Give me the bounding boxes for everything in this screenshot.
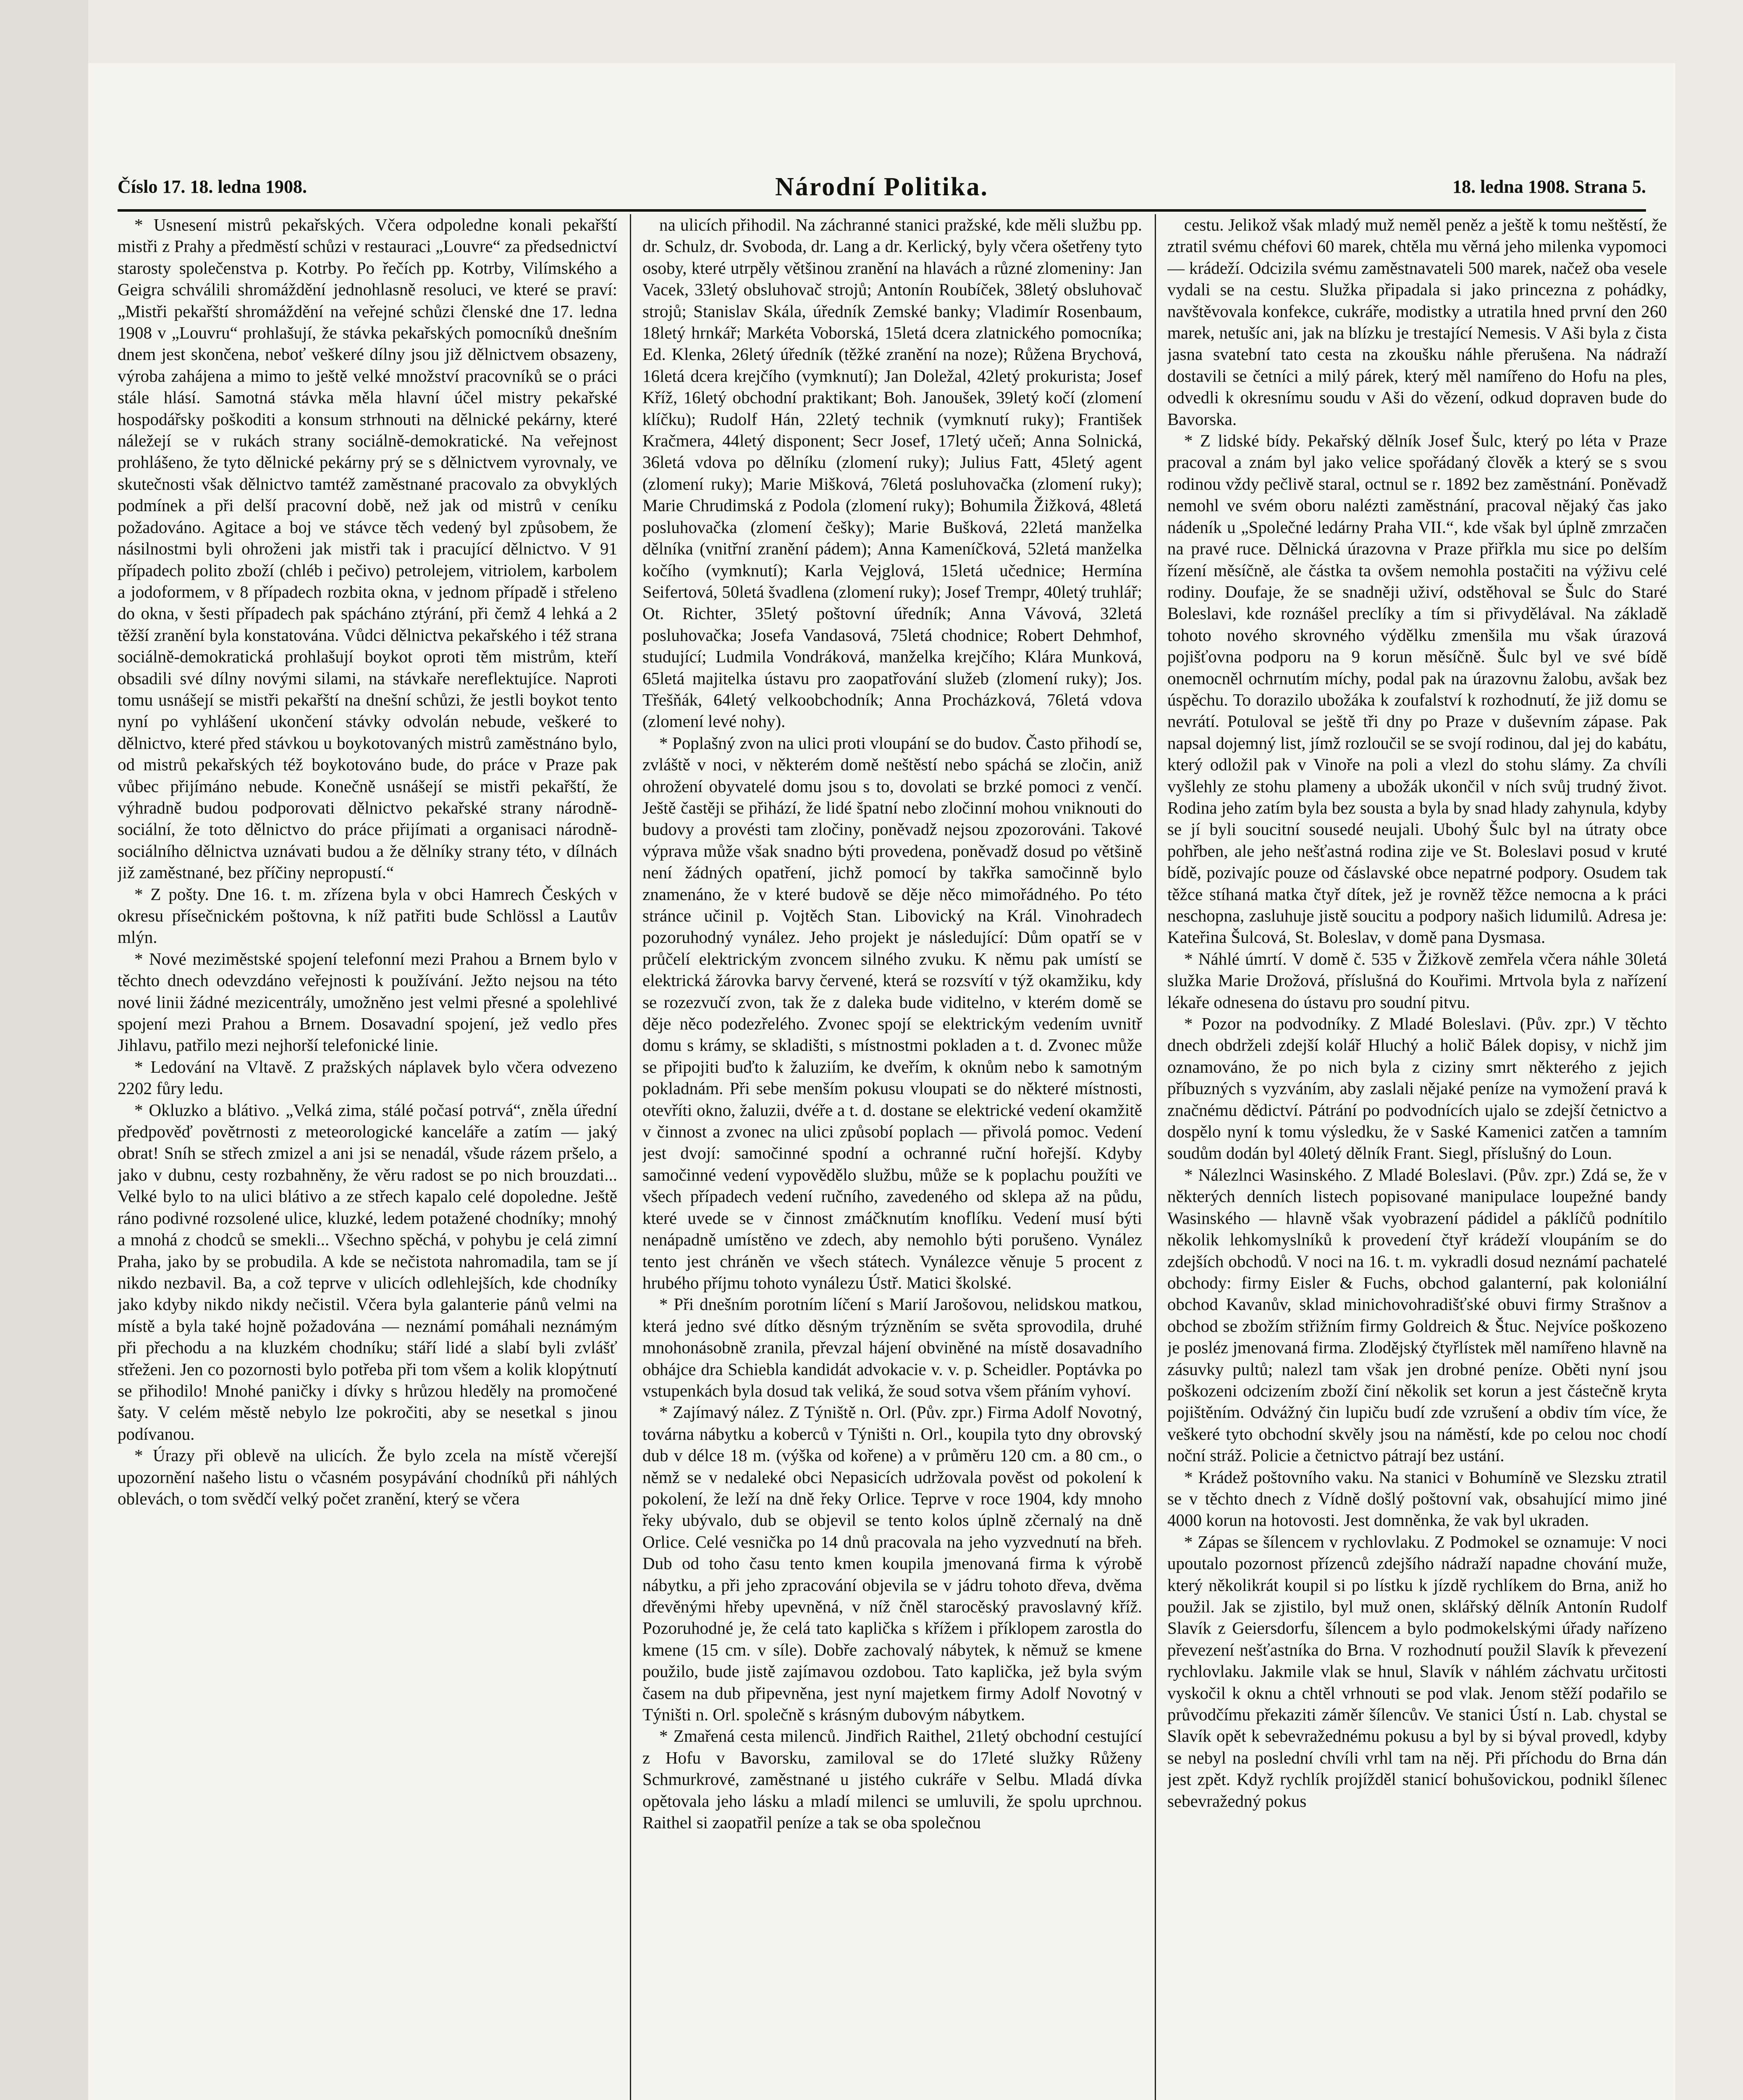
article-paragraph: * Pozor na podvodníky. Z Mladé Boleslavi. (Pův. zpr.) V těchto dnech obdrželi zdejší kolář Hluchý a holič Bálek dopisy, v nichž jim oznamováno, že po nich byla z ciziny smrt některého z jejich příbuzných s vyzváním, aby zaslali nějaké peníze na vymožení pravá k značnému dědictví. Pátrání po podvodnících ujalo se zdejší četnictvo a dospělo nyní k tomu výsledku, že v Saské Kamenici zatčen a tamním soudům dodán byl 40letý dělník Frant. Siegl, příslušný do Loun.	[1167, 1014, 1667, 1163]
article-paragraph: * Poplašný zvon na ulici proti vloupání se do budov. Často přihodí se, zvláště v noci, v některém domě neštěstí nebo spáchá se zločin, aniž ohrožení obyvatelé domu jsou s to, dovolati se brzké pomoci z venčí. Ještě častěji se přihází, že lidé špatní nebo zločinní mohou vniknouti do budovy a provésti tam zločiny, poněvadž nejsou zpozorováni. Takové výprava může však snadno býti provedena, poněvadž dosud po většině není žádných opatření, jichž pomocí by takřka samočinně bylo znamenáno, že v které budově se děje něco mimořádného. Po této stránce učinil p. Vojtěch Stan. Libovický na Král. Vinohradech pozoruhodný vynález. Jeho projekt je následující: Dům opatří se v průčelí elektrickým zvoncem silného zvuku. K němu pak umístí se elektrická žárovka barvy červené, která se rozsvítí v týž okamžiku, kdy se rozezvučí zvon, tak že z daleka bude viditelno, v kterém domě se děje něco podezřelého. Zvonec spojí se elektrickým vedením uvnitř domu s krámy, se skladišti, s místnostmi pokladen a t. d. Zvonec může se připojiti buďto k žaluziím, ke dveřím, k oknům nebo k samotným pokladnám. Při sebe menším pokusu vloupati se do některé místnosti, otevříti okno, žaluzii, dvéře a t. d. dostane se elektrické vedení okamžitě v činnost a zvonec na ulici způsobí poplach — přivolá pomoc. Vedení jest dvojí: samočinné spodní a ochranné ruční hořejší. Kdyby samočinné vedení vypovědělo službu, může se k poplachu použíti ve všech případech vedení ručního, zavedeného od sklepa až na půdu, které uvede se v činnost zmáčknutím knoflíku. Vedení musí býti nenápadně umístěno ve zdech, aby nemohlo býti porušeno. Vynález tento jest chráněn ve všech státech. Vynálezce věnuje 5 procent z hrubého příjmu tohoto vynálezu Ústř. Matici školské.	[642, 733, 1142, 1292]
article-paragraph: * Úrazy při oblevě na ulicích. Že bylo zcela na místě včerejší upozornění našeho listu o včasném posypávání chodníků při náhlých oblevách, o tom svědčí velký počet zranění, který se včera	[118, 1446, 617, 1508]
column-divider	[630, 214, 631, 2100]
newspaper-title: Národní Politika.	[775, 173, 989, 201]
column-2	[642, 214, 1142, 2100]
column-3	[1167, 214, 1667, 2100]
issue-number: Číslo 17. 18. ledna 1908.	[118, 176, 307, 197]
article-paragraph: * Usnesení mistrů pekařských. Včera odpoledne konali pekařští mistři z Prahy a předměstí schůzi v restauraci „Louvre“ za předsednictví starosty společenstva p. Kotrby. Po řečích pp. Kotrby, Vilímského a Geigra schválili shromáždění jednohlasně resoluci, ve které se praví: „Mistři pekařští shromáždění na veřejné schůzi členské dne 17. ledna 1908 v „Louvru“ prohlašují, že stávka pekařských pomocníků dnešním dnem jest skončena, neboť veškeré dílny jsou již dělnictvem obsazeny, výroba zahájena a mimo to ještě velké množství pracovníků se o práci stále hlásí. Samotná stávka měla hlavní účel mistry pekařské hospodářsky poškoditi a konsum strhnouti na dělnické pekárny, které náležejí se v rukách strany sociálně-demokratické. Na veřejnost prohlášeno, že tyto dělnické pekárny prý se s dělnictvem vyrovnaly, ve skutečnosti však dělnictvo tamtéž zaměstnané pracovalo za obvyklých podmínek a při delší pracovní době, než jak od mistrů v ceníku požadováno. Agitace a boj ve stávce těch vedený byl způsobem, že násilnostmi byli ohroženi jak mistři tak i pracující dělnictvo. V 91 případech polito zboží (chléb i pečivo) petrolejem, vitriolem, karbolem a jodoformem, v 8 případech rozbita okna, v jednom případě i střeleno do okna, v šesti případech pak spácháno ztýrání, při čemž 4 lehká a 2 těžší zranění byla konstatována. Vůdci dělnictva pekařského i též strana sociálně-demokratická prohlašují boykot oproti těm mistrům, kteří obsadili své dílny novými silami, na stávkaře nereflektujíce. Naproti tomu usnášejí se mistři pekařští na dnešní schůzi, že jestli boykot tento nyní po vyhlášení ukončení stávky odvolán nebude, veškeré to dělnictvo, které před stávkou u boykotovaných mistrů zaměstnáno bylo, od mistrů pekařských též boykotováno bude, do práce v Praze pak vůbec přijímáno nebude. Konečně usnášejí se mistři pekařští, že výhradně budou podporovati dělnictvo pekařské strany národně-sociální, že toto dělnictvo do práce přijímati a organisaci národně-sociálního dělnictva uznávati budou a že dělníky strany této, v dílnách již zaměstnané, bez příčiny nepropustí.“	[118, 215, 617, 882]
newspaper-page	[88, 63, 1675, 2100]
article-columns	[118, 214, 1667, 2100]
column-1	[118, 214, 617, 2100]
article-paragraph: * Nové meziměstské spojení telefonní mezi Prahou a Brnem bylo v těchto dnech odevzdáno veřejnosti k používání. Ježto nejsou na této nové linii žádné mezicentrály, umožněno jest velmi přesné a spolehlivé spojení mezi Prahou a Brnem. Dosavadní spojení, jež vedlo přes Jihlavu, patřilo mezi nejhorší telefonické linie.	[118, 949, 617, 1055]
header-rule	[118, 209, 1646, 212]
article-paragraph: * Z pošty. Dne 16. t. m. zřízena byla v obci Hamrech Českých v okresu přísečnickém poštovna, k níž patřiti bude Schlössl a Lautův mlýn.	[118, 884, 617, 947]
scan-margin-left	[0, 0, 88, 2100]
column-divider	[1155, 214, 1156, 2100]
date-and-page: 18. ledna 1908. Strana 5.	[1452, 176, 1646, 197]
article-paragraph: * Při dnešním porotním líčení s Marií Jarošovou, nelidskou matkou, která jedno své dítko děsným trýzněním se světa sprovodila, druhé mnohonásobně zranila, převzal hájení obviněné na místě dosavadního obhájce dra Schiebla kandidát advokacie v. v. p. Scheidler. Poptávka po vstupenkách byla dosud tak veliká, že soud sotva všem přáním vyhoví.	[642, 1294, 1142, 1400]
article-paragraph: * Ledování na Vltavě. Z pražských náplavek bylo včera odvezeno 2202 fůry ledu.	[118, 1057, 617, 1098]
article-paragraph: * Nálezlnci Wasinského. Z Mladé Boleslavi. (Pův. zpr.) Zdá se, že v některých denních listech popisované manipulace loupežné bandy Wasinského — hlavně však vyobrazení pádidel a páklíčů podnítilo několik lehkomyslníků k provedení čtyř krádeží vloupáním se do zdejších obchodů. V noci na 16. t. m. vykradli dosud neznámí pachatelé obchody: firmy Eisler & Fuchs, obchod galanterní, pak koloniální obchod Kavanův, sklad minichovohradišťské obuvi firmy Strašnov a obchod se zbožím střižním firmy Goldreich & Štuc. Nejvíce poškozeno je posléz jmenovaná firma. Zlodějský čtyřlístek měl namířeno hlavně na zásuvky pultů; nalezl tam však jen drobné peníze. Oběti nyní jsou poškozeni odcizením zboží činí několik set korun a jest částečně kryta pojištěním. Odvážný čin lupiču budí zde vzrušení a obdiv tím více, že veškeré tyto obchodní skvěly jsou na náměstí, kde po celou noc chodí noční stráž. Policie a četnictvo pátrají bez ustání.	[1167, 1165, 1667, 1465]
page-header	[118, 166, 1646, 208]
article-paragraph: * Z lidské bídy. Pekařský dělník Josef Šulc, který po léta v Praze pracoval a znám byl jako velice spořádaný člověk a který se s svou rodinou vždy pečlivě staral, octnul se r. 1892 bez zaměstnání. Poněvadž nemohl ve svém oboru nalézti zaměstnání, pracoval nějaký čas jako nádeník u „Společné ledárny Praha VII.“, kde však byl úplně zmrzačen na pravé ruce. Dělnická úrazovna v Praze přiřkla mu sice po delším řízení měsíčně, ale částka ta ovšem nemohla postačiti na výživu celé rodiny. Doufaje, že se snadněji uživí, odstěhoval se Šulc do Staré Boleslavi, kde roznášel preclíky a tím si přivydělával. Na základě tohoto nového skrovného výdělku zmenšila mu však úrazová pojišťovna podporu na 9 korun měsíčně. Šulc byl ve své bídě onemocněl ochrnutím míchy, podal pak na úrazovnu žalobu, avšak bez úspěchu. To dorazilo ubožáka k zoufalství k rozhodnutí, že již domu se nevrátí. Potuloval se ještě tři dny po Praze v duševním zápase. Pak napsal dojemný list, jímž rozloučil se se svojí rodinou, dal jej do kabátu, který odložil pak v Vinoře na poli a vlezl do stohu slámy. Za chvíli vyšlehly ze stohu plameny a ubožák ukončil v ních svůj trudný život. Rodina jeho zatím byla bez sousta a byla by snad hlady zahynula, kdyby se jí byli soucitní sousedé neujali. Ubohý Šulc byl na útraty obce pohřben, ale jeho nešťastná rodina zije ve St. Boleslavi posud v kruté bídě, pozivajíc pouze od čáslavské obce nepatrné podpory. Osudem tak těžce stíhaná matka čtyř dítek, jež je rovněž těžce nemocna a k práci neschopna, zasluhuje jistě soucitu a podpory našich lidumilů. Adresa je: Kateřina Šulcová, St. Boleslav, v domě pana Dysmasa.	[1167, 431, 1667, 947]
article-paragraph: * Zajímavý nález. Z Týniště n. Orl. (Pův. zpr.) Firma Adolf Novotný, továrna nábytku a koberců v Týništi n. Orl., koupila tyto dny obrovský dub v délce 18 m. (výška od kořene) a v průměru 120 cm. a 80 cm., o němž se v nedaleké obci Nepasicích udržovala pověst od pokolení k pokolení, že leží na dně řeky Orlice. Teprve v roce 1904, kdy mnoho řeky ubývalo, dub se objevil se tento kolos úplně zčernalý na dně Orlice. Celé vesnička po 14 dnů pracovala na jeho vyzvednutí na břeh. Dub od toho času tento kmen koupila jmenovaná firma k výrobě nábytku, a při jeho zpracování objevila se v jádru tohoto dřeva, dvěma dřevěnými hřeby upevněná, v níž čněl starocěský pravoslavný kříž. Pozoruhodné je, že celá tato kaplička s křížem i příklopem zarostla do kmene (15 cm. v síle). Dobře zachovalý nábytek, k němuž se kmene použilo, bude jistě zajímavou ozdobou. Tato kaplička, jež byla svým časem na dub připevněna, jest nyní majetkem firmy Adolf Novotný v Týništi n. Orl. společně s krásným dubovým nábytkem.	[642, 1402, 1142, 1725]
article-paragraph: * Náhlé úmrtí. V domě č. 535 v Žižkově zemřela včera náhle 30letá služka Marie Drožová, příslušná do Kouřimi. Mrtvola byla z nařízení lékaře odnesena do ústavu pro soudní pitvu.	[1167, 949, 1667, 1012]
article-paragraph: na ulicích přihodil. Na záchranné stanici pražské, kde měli službu pp. dr. Schulz, dr. Svoboda, dr. Lang a dr. Kerlický, byly včera ošetřeny tyto osoby, které utrpěly většinou zranění na hlavách a různé zlomeniny: Jan Vacek, 33letý obsluhovač strojů; Antonín Roubíček, 38letý obsluhovač strojů; Stanislav Skála, úředník Zemské banky; Vladimír Rosenbaum, 18letý hrnkář; Markéta Voborská, 15letá dcera zlatnického pomocníka; Ed. Klenka, 26letý úředník (těžké zranění na noze); Růžena Brychová, 16letá dcera krejčího (vymknutí); Jan Doležal, 42letý prokurista; Josef Kříž, 16letý obchodní praktikant; Boh. Janoušek, 39letý kočí (zlomení klíčku); Rudolf Hán, 22letý technik (vymknutí ruky); František Kračmera, 44letý disponent; Secr Josef, 17letý učeň; Anna Solnická, 36letá vdova po dělníku (zlomení ruky); Julius Fatt, 45letý agent (zlomení ruky); Marie Mišková, 76letá posluhovačka (zlomení ruky); Marie Chrudimská z Podola (zlomení ruky); Bohumila Žižková, 48letá posluhovačka (zlomení češky); Marie Bušková, 22letá manželka dělníka (vnitřní zranění pádem); Anna Kameníčková, 52letá manželka kočího (vymknutí); Karla Vejglová, 15letá učednice; Hermína Seifertová, 50letá švadlena (zlomení ruky); Josef Trempr, 40letý truhlář; Ot. Richter, 35letý poštovní úředník; Anna Vávová, 32letá posluhovačka; Josefa Vandasová, 75letá chodnice; Robert Dehmhof, studující; Ludmila Vondráková, manželka krejčího; Klára Munková, 65letá majitelka ústavu pro zaopatřování služeb (zlomení ruky); Jos. Třešňák, 64letý velkoobchodník; Anna Procházková, 76letá vdova (zlomení levé nohy).	[642, 215, 1142, 731]
article-paragraph: * Okluzko a blátivo. „Velká zima, stálé počasí potrvá“, zněla úřední předpověď povětrnosti z meteorologické kanceláře a zatím — jaký obrat! Sníh se střech zmizel a ani jsi se nenadál, všude rázem pršelo, a jako v dubnu, cesty rozbahněny, že věru radost se po nich brouzdati... Velké bylo to na ulici blátivo a ze střech kapalo celé dopoledne. Ještě ráno podivné rozsolené ulice, kluzké, ledem potažené chodníky; mnohý a mnohá z chodců se smekli... Všechno spěchá, v pohybu je celá zimní Praha, jako by se probudila. A kde se nečistota nahromadila, tam se jí nikdo nezbavil. Ba, a což teprve v ulicích odlehlejších, kde chodníky jako kdyby nikdo nikdy nečistil. Včera byla galanterie pánů velmi na místě a byla také hojně požadována — neznámí pomáhali neznámým při přechodu a na kluzkém chodníku; stáří lidé a slabí byli zvlášť střeženi. Jen co pozornosti bylo potřeba při tom všem a kolik klopýtnutí se přihodilo! Mnohé paničky i dívky s hrůzou hleděly na promočené šaty. V celém městě nebylo lze pokročiti, aby se nesetkal s jinou podívanou.	[118, 1100, 617, 1444]
article-paragraph: * Zmařená cesta milenců. Jindřich Raithel, 21letý obchodní cestující z Hofu v Bavorsku, zamiloval se do 17leté služky Růženy Schmurkrové, zaměstnané u jistého cukráře v Selbu. Mladá dívka opětovala jeho lásku a mladí milenci se umluvili, že spolu uprchnou. Raithel si zaopatřil peníze a tak se oba společnou	[642, 1726, 1142, 1832]
article-paragraph: cestu. Jelikož však mladý muž neměl peněz a ještě k tomu neštěstí, že ztratil svému chéfovi 60 marek, chtěla mu věrná jeho milenka vypomoci — krádeží. Odcizila svému zaměstnavateli 500 marek, načež oba vesele vydali se na cestu. Služka připadala si jako princezna z pohádky, navštěvovala konfekce, cukráře, modistky a utratila hned první den 260 marek, netušíc ani, jak na blízku je trestající Nemesis. V Aši byla z čista jasna svatební tato cesta na zkoušku náhle přerušena. Na nádraží dostavili se četníci a milý párek, který měl namířeno do Hofu na ples, odvedli k okresnímu soudu v Aši do vězení, odkud dopraven bude do Bavorska.	[1167, 215, 1667, 429]
article-paragraph: * Zápas se šílencem v rychlovlaku. Z Podmokel se oznamuje: V noci upoutalo pozornost přízenců zdejšího nádraží napadne chování muže, který několikrát koupil si po lístku k jízdě rychlíkem do Brna, aniž ho použil. Jak se zjistilo, byl muž onen, sklářský dělník Antonín Rudolf Slavík z Geiersdorfu, šílencem a bylo podmokelskými úřady nařízeno převezení nešťastníka do Brna. V rozhodnutí použil Slavík k převezení rychlovlaku. Jakmile vlak se hnul, Slavík v náhlém záchvatu určitosti vyskočil k oknu a chtěl vrhnouti se pod vlak. Jenom stěží podařilo se průvodčímu překaziti záměr šílencův. Ve stanici Ústí n. Lab. chystal se Slavík opět k sebevražednému pokusu a byl by si býval provedl, kdyby se nebyl na poslední chvíli vrhl tam na něj. Při příchodu do Brna dán jest zpět. Když rychlík projížděl stanicí bohušovickou, podnikl šílenec sebevražedný pokus	[1167, 1532, 1667, 1811]
article-paragraph: * Krádež poštovního vaku. Na stanici v Bohumíně ve Slezsku ztratil se v těchto dnech z Vídně došlý poštovní vak, obsahující mimo jiné 4000 korun na hotovosti. Jest domněnka, že vak byl ukraden.	[1167, 1467, 1667, 1530]
